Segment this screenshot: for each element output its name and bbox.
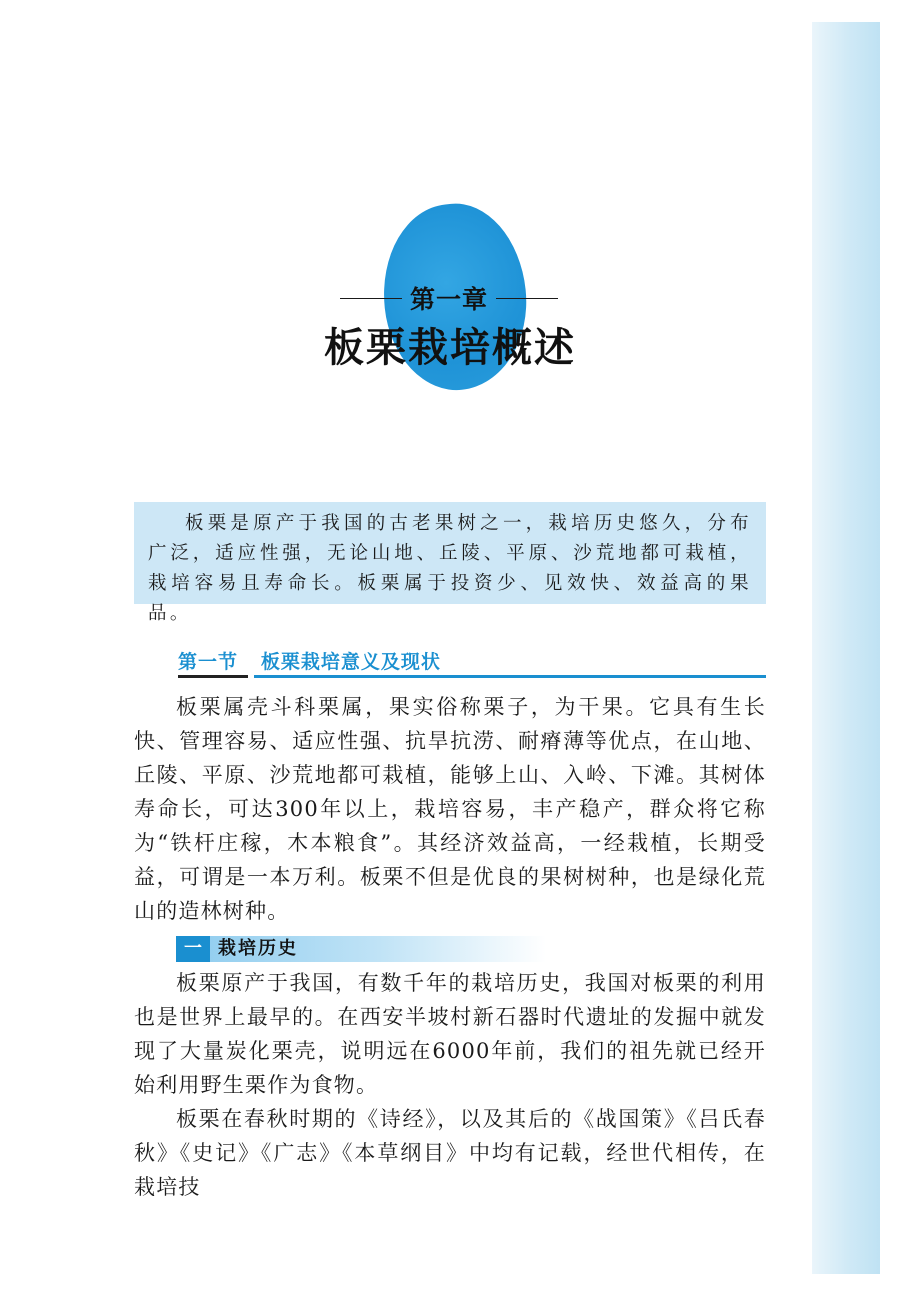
history-text bbox=[134, 966, 766, 1204]
section-title: 板栗栽培意义及现状 bbox=[260, 651, 441, 673]
decorative-side-strip bbox=[812, 22, 880, 1274]
history-paragraph-2: 板栗在春秋时期的《诗经》，以及其后的《战国策》《吕氏春秋》《史记》《广志》《本草纲目》中均有记载，经世代相传，在栽培技 bbox=[134, 1107, 766, 1199]
chapter-title: 板栗栽培概述 bbox=[324, 325, 576, 371]
chapter-rule-left bbox=[340, 298, 402, 299]
history-paragraph-1: 板栗原产于我国，有数千年的栽培历史，我国对板栗的利用也是世界上最早的。在西安半坡村新石器时代遗址的发掘中就发现了大量炭化栗壳，说明远在6000年前，我们的祖先就已经开始利用野生栗作为食物。 bbox=[134, 971, 766, 1097]
subsection-heading bbox=[176, 936, 546, 962]
chapter-label bbox=[340, 276, 558, 320]
subsection-title: 栽培历史 bbox=[218, 938, 298, 959]
chapter-rule-right bbox=[496, 298, 558, 299]
section-underline-dark bbox=[178, 675, 248, 678]
section-heading bbox=[178, 644, 766, 678]
chapter-summary-box: 板栗是原产于我国的古老果树之一，栽培历史悠久，分布广泛，适应性强，无论山地、丘陵、平原、沙荒地都可栽植，栽培容易且寿命长。板栗属于投资少、见效快、效益高的果品。 bbox=[134, 502, 766, 604]
subsection-number: 一 bbox=[176, 936, 210, 962]
intro-paragraph: 板栗属壳斗科栗属，果实俗称栗子，为干果。它具有生长快、管理容易、适应性强、抗旱抗涝、耐瘠薄等优点，在山地、丘陵、平原、沙荒地都可栽植，能够上山、入岭、下滩。其树体寿命长，可达300年以上，栽培容易，丰产稳产，群众将它称为“铁杆庄稼，木本粮食”。其经济效益高，一经栽植，长期受益，可谓是一本万利。板栗不但是优良的果树树种，也是绿化荒山的造林树种。 bbox=[134, 695, 766, 923]
section-underline-blue bbox=[254, 675, 766, 678]
section-label bbox=[178, 647, 441, 674]
intro-text bbox=[134, 690, 766, 928]
section-number: 第一节 bbox=[178, 651, 239, 673]
chapter-number: 第一章 bbox=[410, 285, 489, 314]
